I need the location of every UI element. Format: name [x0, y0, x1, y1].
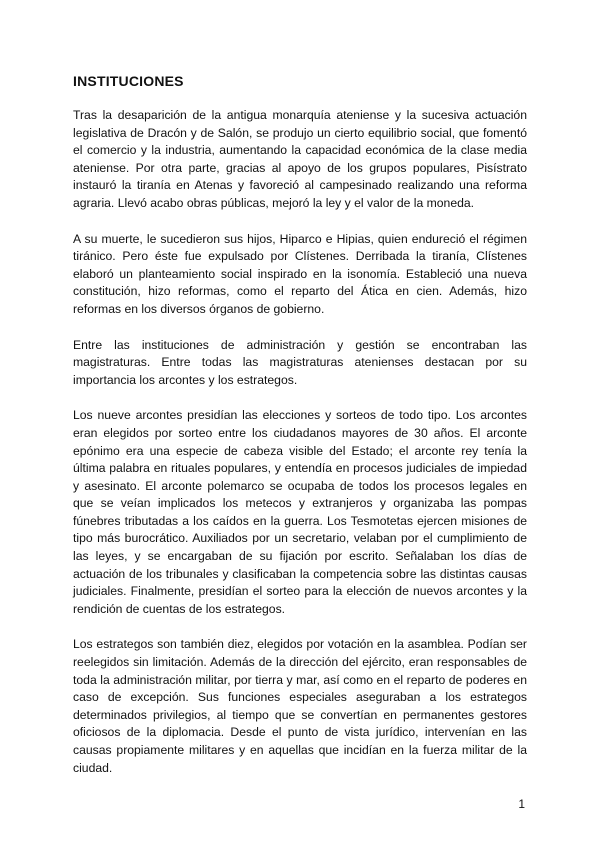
- page-number: 1: [518, 797, 525, 811]
- paragraph-2: A su muerte, le sucedieron sus hijos, Hiparco e Hipias, quien endureció el régimen tiránico. Pero éste fue expulsado por Clístenes. Derribada la tiranía, Clístenes elaboró un planteamiento social inspirado en la isonomía. Estableció una nueva constitución, hizo reformas, como el reparto del Ática en cien. Además, hizo reformas en los diversos órganos de gobierno.: [73, 231, 527, 316]
- paragraph-1: Tras la desaparición de la antigua monarquía ateniense y la sucesiva actuación legislativa de Dracón y de Salón, se produjo un cierto equilibrio social, que fomentó el comercio y la industria, aumentando la capacidad económica de la clase media ateniense. Por otra parte, gracias al apoyo de los grupos populares, Pisístrato instauró la tiranía en Atenas y favoreció al campesinado realizando una reforma agraria. Llevó acabo obras públicas, mejoró la ley y el valor de la moneda.: [73, 108, 527, 210]
- paragraph-4: Los nueve arcontes presidían las elecciones y sorteos de todo tipo. Los arcontes eran elegidos por sorteo entre los ciudadanos mayores de 30 años. El arconte epónimo era una especie de cabeza visible del Estado; el arconte rey tenía la última palabra en rituales populares, y entendía en procesos judiciales de impiedad y asesinato. El arconte polemarco se ocupaba de todos los procesos legales en que se veían implicados los metecos y extranjeros y organizaba las pompas fúnebres tributadas a los caídos en la guerra. Los Tesmotetas ejercen misiones de tipo más burocrático. Auxiliados por un secretario, velaban por el cumplimiento de las leyes, y se encargaban de su fijación por escrito. Señalaban los días de actuación de los tribunales y clasificaban la competencia sobre las distintas causas judiciales. Finalmente, presidían el sorteo para la elección de nuevos arcontes y la rendición de cuentas de los estrategos.: [73, 408, 527, 616]
- page-title: INSTITUCIONES: [73, 73, 184, 89]
- paragraph-3: Entre las instituciones de administración y gestión se encontraban las magistraturas. Entre todas las magistraturas atenienses destacan por su importancia los arcontes y los estrategos.: [73, 337, 527, 387]
- paragraph-5: Los estrategos son también diez, elegidos por votación en la asamblea. Podían ser reelegidos sin limitación. Además de la dirección del ejército, eran responsables de toda la administración militar, por tierra y mar, así como en el reparto de poderes en caso de excepción. Sus funciones especiales aseguraban a los estrategos determinados privilegios, al tiempo que se convertían en permanentes gestores oficiosos de la diplomacia. Desde el punto de vista jurídico, intervenían en las causas propiamente militares y en aquellas que incidían en la fuerza militar de la ciudad.: [73, 637, 527, 775]
- document-body: [73, 107, 527, 795]
